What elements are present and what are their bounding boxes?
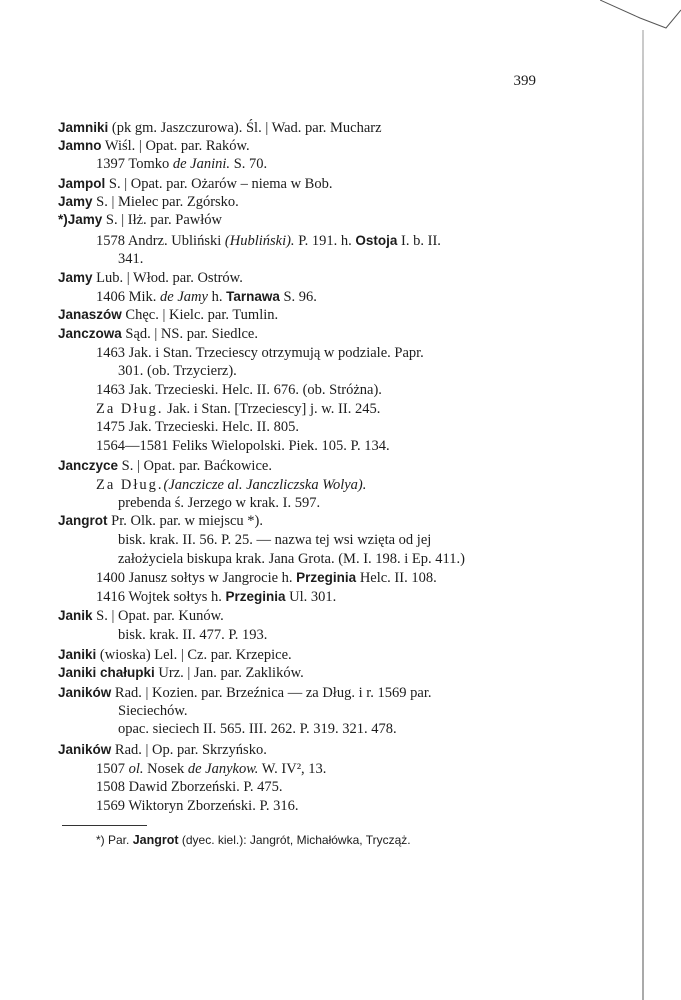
italic-text: (Hubliński). bbox=[224, 233, 295, 249]
entry-text: 1508 Dawid Zborzeński. P. 475. bbox=[96, 779, 283, 795]
headword: Janików bbox=[58, 685, 112, 700]
entry-subline bbox=[96, 588, 336, 606]
entry-subline bbox=[96, 288, 317, 306]
entry-subline bbox=[118, 720, 397, 738]
footnote-bold: Jangrot bbox=[132, 833, 179, 847]
headword: Janików bbox=[58, 742, 112, 757]
entry-text: 1507 bbox=[96, 761, 129, 777]
entry-subline bbox=[96, 155, 267, 173]
entry-subline bbox=[118, 702, 188, 720]
entry-headword-line bbox=[58, 512, 263, 530]
entry-headword-line bbox=[58, 646, 292, 664]
coat-of-arms-name: Przeginia bbox=[296, 570, 357, 585]
entry-text: S. | Opat. par. Ożarów – niema w Bob. bbox=[105, 176, 333, 192]
headword: Janiki bbox=[58, 647, 97, 662]
italic-text: (Janczicze al. Janczliczska Wolya). bbox=[163, 477, 367, 493]
page-number: 399 bbox=[513, 73, 536, 89]
headword: Jamno bbox=[58, 138, 102, 153]
coat-of-arms-name: Tarnawa bbox=[226, 289, 280, 304]
italic-text: ol. bbox=[128, 761, 144, 777]
entry-text: 1397 Tomko bbox=[96, 156, 173, 172]
entry-text: S. 96. bbox=[279, 289, 317, 305]
entry-text: 301. (ob. Trzycierz). bbox=[118, 363, 237, 379]
entry-headword-line bbox=[58, 175, 332, 193]
entry-text: Rad. | Kozien. par. Brzeźnica — za Dług. i r. 1569 par. bbox=[111, 685, 432, 701]
entry-subline bbox=[118, 531, 431, 549]
entry-headword-line bbox=[58, 306, 278, 324]
italic-text: de Janini. bbox=[172, 156, 231, 172]
footnote-rule bbox=[62, 825, 147, 826]
entry-text: 1564—1581 Feliks Wielopolski. Piek. 105. P. 134. bbox=[96, 438, 390, 454]
entry-text: Sieciechów. bbox=[118, 703, 188, 719]
entry-headword-line bbox=[58, 457, 272, 475]
entry-text: prebenda ś. Jerzego w krak. I. 597. bbox=[118, 495, 321, 511]
headword: Jamniki bbox=[58, 120, 109, 135]
entry-text: bisk. krak. II. 56. P. 25. — nazwa tej wsi wzięta od jej bbox=[118, 532, 432, 548]
entry-headword-line bbox=[58, 607, 224, 625]
entry-subline bbox=[96, 760, 326, 778]
italic-text: de Janykow. bbox=[187, 761, 259, 777]
entry-text: Ul. 301. bbox=[285, 589, 337, 605]
entry-text: 1463 Jak. Trzecieski. Helc. II. 676. (ob. Stróżna). bbox=[96, 382, 382, 398]
entry-subline bbox=[96, 476, 366, 494]
entry-headword-line bbox=[58, 741, 267, 759]
entry-text: S. | Opat. par. Baćkowice. bbox=[118, 458, 272, 474]
headword: Janczyce bbox=[58, 458, 119, 473]
entry-subline bbox=[96, 778, 282, 796]
entry-text: 1569 Wiktoryn Zborzeński. P. 316. bbox=[96, 798, 299, 814]
coat-of-arms-name: Ostoja bbox=[355, 233, 398, 248]
entry-text: S. | Mielec par. Zgórsko. bbox=[92, 194, 239, 210]
entry-text: Helc. II. 108. bbox=[356, 570, 437, 586]
entry-subline bbox=[96, 381, 382, 399]
entry-subline bbox=[96, 437, 390, 455]
headword: *)Jamy bbox=[58, 212, 103, 227]
page-corner-fold bbox=[600, 0, 681, 40]
entry-subline bbox=[96, 232, 441, 250]
entry-text: 1400 Janusz sołtys w Jangrocie h. bbox=[96, 570, 297, 586]
spaced-text: Za Dług. bbox=[96, 477, 164, 493]
entry-text: Sąd. | NS. par. Siedlce. bbox=[121, 326, 258, 342]
entry-subline bbox=[96, 400, 380, 418]
footnote-text: (dyec. kiel.): Jangrót, Michałówka, Trycząż. bbox=[178, 833, 411, 847]
italic-text: de Jamy bbox=[160, 289, 208, 305]
headword: Janiki chałupki bbox=[58, 665, 155, 680]
entry-subline bbox=[118, 626, 267, 644]
headword: Janik bbox=[58, 608, 93, 623]
entry-subline bbox=[118, 250, 143, 268]
entry-text: bisk. krak. II. 477. P. 193. bbox=[118, 627, 268, 643]
entry-text: W. IV², 13. bbox=[258, 761, 327, 777]
entry-text: h. bbox=[207, 289, 227, 305]
entry-text: 1406 Mik. bbox=[96, 289, 161, 305]
entry-text: 1578 Andrz. Ubliński bbox=[96, 233, 225, 249]
entry-text: S. 70. bbox=[230, 156, 268, 172]
entry-subline bbox=[118, 550, 465, 568]
entry-text: 1463 Jak. i Stan. Trzeciescy otrzymują w podziale. Papr. bbox=[96, 345, 424, 361]
entry-text: Nosek bbox=[143, 761, 188, 777]
entry-headword-line bbox=[58, 119, 382, 137]
spaced-text: Za Dług. bbox=[96, 401, 164, 417]
footnote bbox=[96, 833, 411, 847]
entry-subline bbox=[96, 569, 437, 587]
entry-text: Chęc. | Kielc. par. Tumlin. bbox=[121, 307, 279, 323]
entry-text: Jak. i Stan. [Trzeciescy] j. w. II. 245. bbox=[163, 401, 381, 417]
entry-text: 341. bbox=[118, 251, 144, 267]
coat-of-arms-name: Przeginia bbox=[225, 589, 286, 604]
headword: Jampol bbox=[58, 176, 106, 191]
headword: Janaszów bbox=[58, 307, 122, 322]
entry-text: (pk gm. Jaszczurowa). Śl. | Wad. par. Mucharz bbox=[108, 120, 382, 136]
entry-subline bbox=[118, 362, 237, 380]
entry-headword-line bbox=[58, 137, 250, 155]
entry-headword-line bbox=[58, 211, 222, 229]
headword: Jangrot bbox=[58, 513, 108, 528]
entry-headword-line bbox=[58, 193, 239, 211]
book-spine-shadow bbox=[642, 30, 644, 1000]
entry-text: (wioska) Lel. | Cz. par. Krzepice. bbox=[96, 647, 292, 663]
entry-text: 1416 Wojtek sołtys h. bbox=[96, 589, 226, 605]
entry-subline bbox=[96, 797, 299, 815]
entry-text: P. 191. h. bbox=[294, 233, 356, 249]
entry-text: Rad. | Op. par. Skrzyńsko. bbox=[111, 742, 267, 758]
footnote-prefix: *) Par. bbox=[96, 833, 133, 847]
headword: Jamy bbox=[58, 194, 93, 209]
entry-subline bbox=[118, 494, 320, 512]
headword: Janczowa bbox=[58, 326, 122, 341]
entry-subline bbox=[96, 418, 299, 436]
entry-text: S. | Opat. par. Kunów. bbox=[92, 608, 224, 624]
entry-headword-line bbox=[58, 325, 258, 343]
entry-text: Urz. | Jan. par. Zaklików. bbox=[154, 665, 304, 681]
entry-text: 1475 Jak. Trzecieski. Helc. II. 805. bbox=[96, 419, 299, 435]
entry-text: Pr. Olk. par. w miejscu *). bbox=[107, 513, 263, 529]
entry-text: S. | Iłż. par. Pawłów bbox=[102, 212, 222, 228]
entry-subline bbox=[96, 344, 424, 362]
entry-text: założyciela biskupa krak. Jana Grota. (M. I. 198. i Ep. 411.) bbox=[118, 551, 465, 567]
entry-headword-line bbox=[58, 664, 304, 682]
entry-text: I. b. II. bbox=[397, 233, 441, 249]
entry-headword-line bbox=[58, 684, 431, 702]
entry-headword-line bbox=[58, 269, 243, 287]
entry-text: Lub. | Włod. par. Ostrów. bbox=[92, 270, 243, 286]
entry-text: Wiśl. | Opat. par. Raków. bbox=[101, 138, 250, 154]
entry-text: opac. sieciech II. 565. III. 262. P. 319. 321. 478. bbox=[118, 721, 397, 737]
headword: Jamy bbox=[58, 270, 93, 285]
